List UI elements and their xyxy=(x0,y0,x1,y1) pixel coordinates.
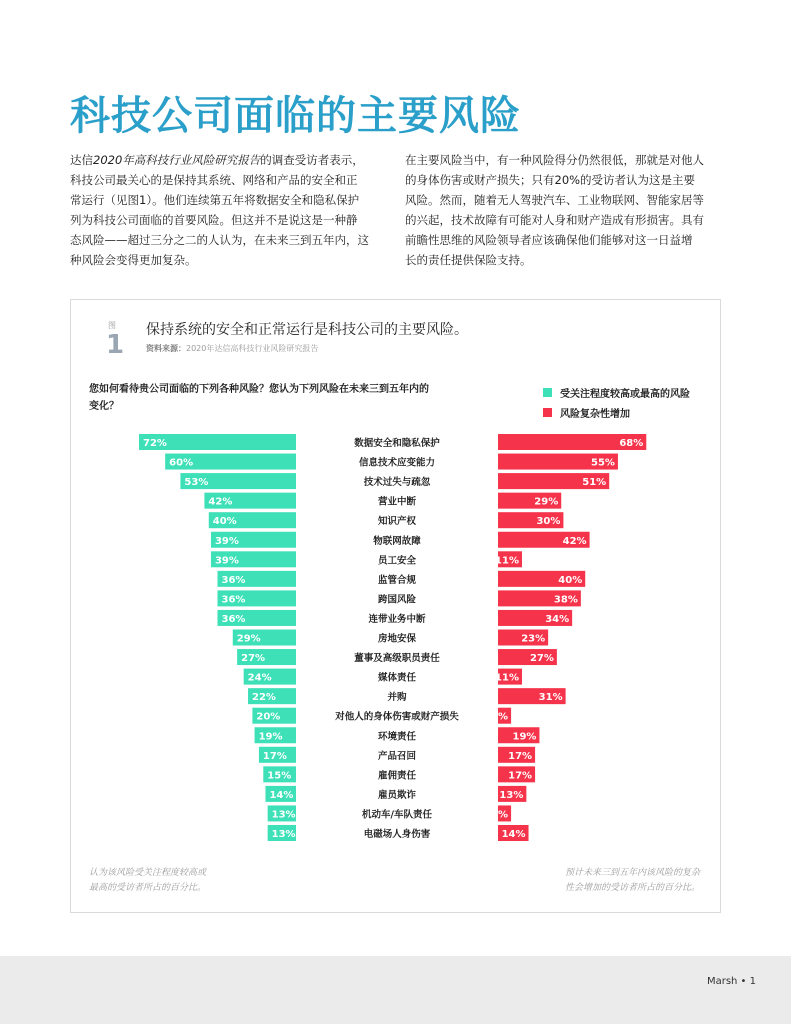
category-label: 并购 xyxy=(387,692,407,704)
intro-right-line: 长的责任提供保险支持。 xyxy=(405,253,532,267)
figure-title: 保持系统的安全和正常运行是科技公司的主要风险。 xyxy=(146,322,468,338)
footnote-line: 性会增加的受访者所占的百分比。 xyxy=(564,883,700,893)
intro-left-line: 种风险会变得更加复杂。 xyxy=(70,253,197,267)
category-label: 跨国风险 xyxy=(377,594,417,606)
footnote-right xyxy=(565,866,700,896)
data-label-complexity: 38% xyxy=(553,594,578,606)
category-label: 董事及高级职员责任 xyxy=(354,653,440,665)
data-label-concern: 36% xyxy=(221,613,246,625)
data-label-concern: 40% xyxy=(212,516,237,528)
category-label: 机动车/车队责任 xyxy=(362,809,432,821)
data-label-complexity: 30% xyxy=(536,516,561,528)
data-label-complexity: 17% xyxy=(508,750,533,762)
intro-left-line: 达信2020年高科技行业风险研究报告的调查受访者表示， xyxy=(70,153,364,167)
page-footer: Marsh • 1 xyxy=(706,976,756,987)
question-line: 您如何看待贵公司面临的下列各种风险？您认为下列风险在未来三到五年内的 xyxy=(89,384,429,395)
butterfly-bar-chart xyxy=(71,300,722,914)
category-label: 技术过失与疏忽 xyxy=(363,477,431,489)
data-label-concern: 60% xyxy=(169,457,194,469)
category-label: 信息技术应变能力 xyxy=(358,457,436,469)
category-label: 电磁场人身伤害 xyxy=(363,829,431,840)
intro-left-line: 态风险——超过三分之二的人认为，在未来三到五年内，这 xyxy=(70,233,369,247)
data-label-concern: 72% xyxy=(143,438,167,449)
data-label-complexity: 27% xyxy=(529,653,554,665)
category-label: 媒体责任 xyxy=(377,672,417,684)
figure-panel xyxy=(70,299,721,913)
category-label: 雇佣责任 xyxy=(377,770,417,782)
category-label: 知识产权 xyxy=(377,516,417,528)
intro-left-column xyxy=(70,150,369,270)
data-label-concern: 53% xyxy=(184,477,209,489)
data-label-concern: 14% xyxy=(269,789,294,801)
data-label-concern: 17% xyxy=(262,750,287,762)
data-label-complexity: 68% xyxy=(619,438,644,449)
data-label-complexity: 14% xyxy=(501,829,526,840)
data-label-complexity: 11% xyxy=(495,672,519,684)
data-label-complexity: 23% xyxy=(521,633,546,645)
intro-right-line: 在主要风险当中，有一种风险得分仍然很低，那就是对他人 xyxy=(405,153,704,167)
category-label: 数据安全和隐私保护 xyxy=(354,438,440,449)
category-label: 房地安保 xyxy=(377,633,417,645)
data-label-complexity: 11% xyxy=(495,555,519,567)
category-label: 连带业务中断 xyxy=(368,613,426,625)
data-label-concern: 27% xyxy=(241,653,266,665)
data-label-complexity: 29% xyxy=(534,496,559,508)
category-label: 雇员欺诈 xyxy=(377,789,417,801)
category-label: 员工安全 xyxy=(377,555,417,567)
data-label-complexity: 42% xyxy=(562,535,587,547)
legend-label: 风险复杂性增加 xyxy=(560,408,630,420)
data-label-complexity: 55% xyxy=(590,457,615,469)
data-label-concern: 39% xyxy=(214,535,239,547)
data-label-complexity: 6% xyxy=(491,711,509,723)
footnote-line: 认为该风险受关注程度较高或 xyxy=(89,868,207,878)
category-label: 物联网故障 xyxy=(373,535,421,547)
footnote-line: 预计未来三到五年内该风险的复杂 xyxy=(564,868,700,878)
footnote-line: 最高的受访者所占的百分比。 xyxy=(89,883,207,893)
data-label-concern: 36% xyxy=(221,574,246,586)
data-label-concern: 20% xyxy=(256,711,281,723)
data-label-complexity: 40% xyxy=(558,574,583,586)
intro-left-line: 科技公司最关心的是保持其系统、网络和产品的安全和正 xyxy=(70,173,358,187)
data-label-concern: 24% xyxy=(247,672,272,684)
data-label-concern: 15% xyxy=(267,770,292,782)
data-label-complexity: 6% xyxy=(491,809,509,821)
intro-right-line: 前瞻性思维的风险领导者应该确保他们能够对这一日益增 xyxy=(405,233,693,247)
figure-number: 1 xyxy=(106,330,125,360)
data-label-concern: 36% xyxy=(221,594,246,606)
intro-right-line: 风险。然而，随着无人驾驶汽车、工业物联网、智能家居等 xyxy=(405,193,704,207)
page-title: 科技公司面临的主要风险 xyxy=(70,93,521,139)
category-label: 对他人的身体伤害或财产损失 xyxy=(335,711,459,723)
category-label: 产品召回 xyxy=(377,750,417,762)
source-label: 资料来源： xyxy=(146,344,186,353)
category-label: 营业中断 xyxy=(377,496,417,508)
intro-right-column xyxy=(405,150,704,270)
data-label-concern: 39% xyxy=(214,555,239,567)
intro-left-line: 列为科技公司面临的首要风险。但这并不是说这是一种静 xyxy=(70,213,358,227)
data-label-complexity: 13% xyxy=(499,789,524,801)
category-label: 环境责任 xyxy=(377,731,417,743)
source-text: 2020年达信高科技行业风险研究报告 xyxy=(186,344,319,353)
data-label-complexity: 31% xyxy=(538,692,563,704)
footnote-left xyxy=(89,866,206,896)
intro-right-line: 的身体伤害或财产损失；只有20%的受访者认为这是主要 xyxy=(405,173,696,187)
intro-right-line: 的兴起，技术故障有可能对人身和财产造成有形损害。具有 xyxy=(405,213,704,227)
intro-left-line: 常运行（见图1）。他们连续第五年将数据安全和隐私保护 xyxy=(70,193,360,207)
question-line: 变化？ xyxy=(89,401,119,412)
data-label-concern: 13% xyxy=(271,829,296,840)
data-label-complexity: 34% xyxy=(545,613,570,625)
figure-label: 图 xyxy=(108,321,116,330)
data-label-complexity: 51% xyxy=(582,477,607,489)
page-bottom-band xyxy=(0,956,791,1024)
data-label-complexity: 19% xyxy=(512,731,537,743)
data-label-concern: 42% xyxy=(208,496,233,508)
report-title-emphasis: 2020年高科技行业风险研究报告 xyxy=(93,153,261,167)
data-label-concern: 29% xyxy=(236,633,261,645)
data-label-concern: 13% xyxy=(271,809,296,821)
data-label-concern: 19% xyxy=(258,731,283,743)
data-label-concern: 22% xyxy=(252,692,276,704)
category-label: 监管合规 xyxy=(377,574,417,586)
data-label-complexity: 17% xyxy=(508,770,533,782)
legend-label: 受关注程度较高或最高的风险 xyxy=(560,388,690,400)
